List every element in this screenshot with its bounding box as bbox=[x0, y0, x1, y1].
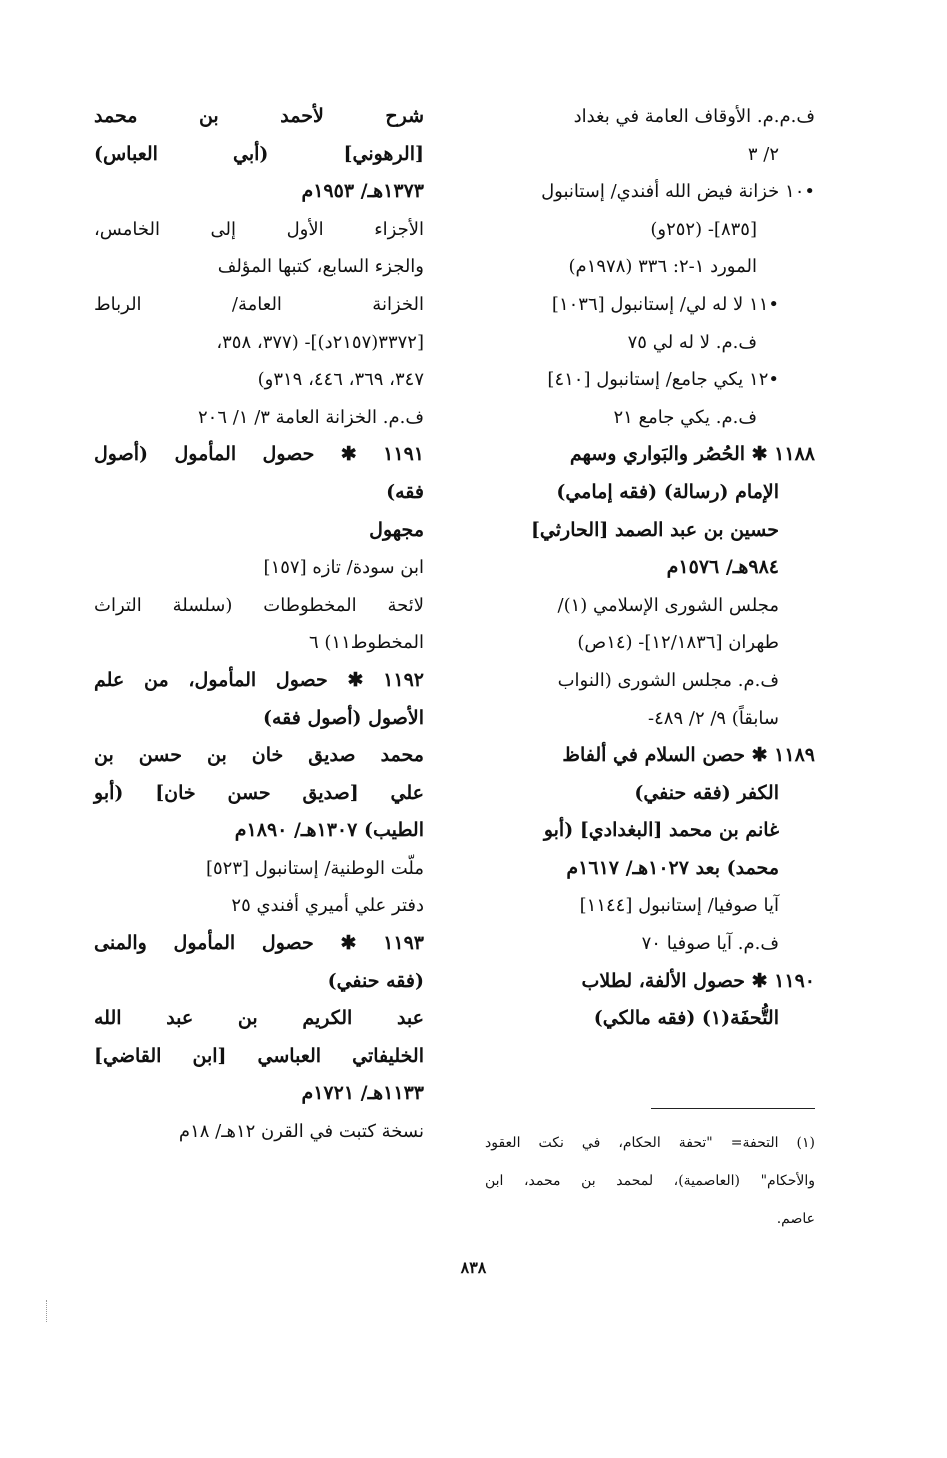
text-line: ١١٩٠ ✱ حصول الألفة، لطلاب bbox=[581, 969, 815, 992]
footnote-divider bbox=[651, 1108, 815, 1109]
text-line: ٢/ ٣ bbox=[747, 143, 779, 165]
text-line: فقه) bbox=[386, 480, 424, 503]
text-line: دفتر علي أميري أفندي ٢٥ bbox=[231, 895, 424, 917]
text-line: مجلس الشورى الإسلامي (١)/ bbox=[557, 594, 779, 616]
text-line: غانم بن محمد [البغدادي] (أبو bbox=[543, 819, 779, 842]
text-line: الأصول (أصول فقه) bbox=[263, 706, 424, 729]
text-line: ١١٣٣هـ/ ١٧٢١م bbox=[301, 1082, 424, 1105]
text-line: ف.م.م. الأوقاف العامة في بغداد bbox=[573, 106, 815, 127]
text-line: طهران [١٢/١٨٣٦]- (١٤ص) bbox=[577, 632, 779, 654]
text-line: الطيب) ١٣٠٧هـ/ ١٨٩٠م bbox=[234, 819, 424, 842]
text-line: ٣٤٧، ٣٦٩، ٤٤٦، ٣١٩و) bbox=[257, 369, 424, 391]
text-line: [٨٣٥]- (٢٥٢و) bbox=[650, 218, 757, 240]
margin-mark bbox=[46, 1300, 48, 1322]
text-line: محمد صديق خان بن حسن بن bbox=[94, 744, 424, 767]
text-line: [الرهوني] (أبي العباس) bbox=[94, 142, 424, 165]
text-line: •١١ لا له لي/ إستانبول [١٠٣٦] bbox=[551, 293, 779, 315]
text-line: ف.م. لا له لي ٧٥ bbox=[627, 331, 757, 353]
text-line: الخزانة العامة/ الرباط bbox=[94, 293, 424, 315]
text-line: علي [صديق حسن خان] (أبو bbox=[94, 781, 424, 804]
text-line: ف.م. يكي جامع ٢١ bbox=[613, 406, 757, 428]
text-line: ف.م. الخزانة العامة ٣/ ١/ ٢٠٦ bbox=[197, 406, 424, 428]
text-line: (فقه حنفي) bbox=[327, 969, 424, 992]
text-line: سابقاً) ٩/ ٢/ ٤٨٩- bbox=[648, 707, 779, 729]
text-line: المخطوط١١) ٦ bbox=[309, 632, 424, 654]
text-line: الإمام (رسالة) (فقه إمامي) bbox=[556, 480, 779, 503]
text-line: الخليفاتي العباسي [ابن القاضي] bbox=[94, 1044, 424, 1067]
text-line: ١١٩٣ ✱ حصول المأمول والمنى bbox=[94, 932, 424, 955]
right-column bbox=[485, 98, 815, 1038]
text-line: •١٢ يكي جامع/ إستانبول [٤١٠] bbox=[547, 369, 779, 391]
text-line: محمد) بعد ١٠٢٧هـ/ ١٦١٧م bbox=[566, 856, 779, 879]
footnotes bbox=[485, 1124, 815, 1238]
text-line: عبد الكريم بن عبد الله bbox=[94, 1007, 424, 1030]
text-line: مجهول bbox=[369, 518, 424, 541]
text-line: آيا صوفيا/ إستانبول [١١٤٤] bbox=[579, 895, 779, 917]
text-line: ١١٩٢ ✱ حصول المأمول، من علم bbox=[94, 668, 424, 691]
text-line: الأجزاء الأول إلى الخامس، bbox=[94, 218, 424, 240]
text-line: شرح لأحمد بن محمد bbox=[94, 105, 424, 127]
text-line: التُّحفَة(١) (فقه مالكي) bbox=[593, 1007, 779, 1030]
text-line: لائحة المخطوطات (سلسلة التراث bbox=[94, 594, 424, 616]
text-line: ١١٨٩ ✱ حصن السلام في ألفاظ bbox=[562, 744, 815, 767]
text-line: المورد ١-٢: ٣٣٦ (١٩٧٨م) bbox=[568, 256, 757, 278]
text-line: •١٠ خزانة فيض الله أفندي/ إستانبول bbox=[541, 181, 815, 203]
text-line: ابن سودة/ تازه [١٥٧] bbox=[263, 557, 424, 579]
text-line: ملّت الوطنية/ إستانبول [٥٢٣] bbox=[205, 857, 424, 879]
footnote-line: (١) التحفة= "تحفة الحكام، في نكت العقود bbox=[485, 1135, 815, 1151]
text-line: ف.م. آيا صوفيا ٧٠ bbox=[641, 933, 779, 955]
text-line: ٩٨٤هـ/ ١٥٧٦م bbox=[666, 556, 779, 579]
left-column bbox=[94, 98, 424, 1151]
text-line: حسين بن عبد الصمد [الحارثي] bbox=[530, 518, 779, 541]
footnote-line: والأحكام" (العاصمية)، لمحمد بن محمد، ابن bbox=[485, 1173, 815, 1189]
text-line: والجزء السابع، كتبها المؤلف bbox=[217, 256, 424, 278]
text-line: ١١٨٨ ✱ الحُصُر والبَواري وسهم bbox=[569, 443, 815, 466]
footnote-line: عاصم. bbox=[776, 1211, 815, 1227]
text-line: نسخة كتبت في القرن ١٢هـ/ ١٨م bbox=[178, 1121, 424, 1143]
text-line: ١٣٧٣هـ/ ١٩٥٣م bbox=[301, 180, 424, 203]
text-line: ١١٩١ ✱ حصول المأمول (أصول bbox=[94, 443, 424, 466]
text-line: ف.م. مجلس الشورى (النواب bbox=[557, 669, 779, 691]
text-line: الكفر (فقه حنفي) bbox=[634, 781, 779, 804]
text-line: [٣٣٧٢(٢١٥٧د)]- (٣٧٧، ٣٥٨، bbox=[216, 331, 424, 353]
page-number: ٨٣٨ bbox=[460, 1258, 487, 1277]
